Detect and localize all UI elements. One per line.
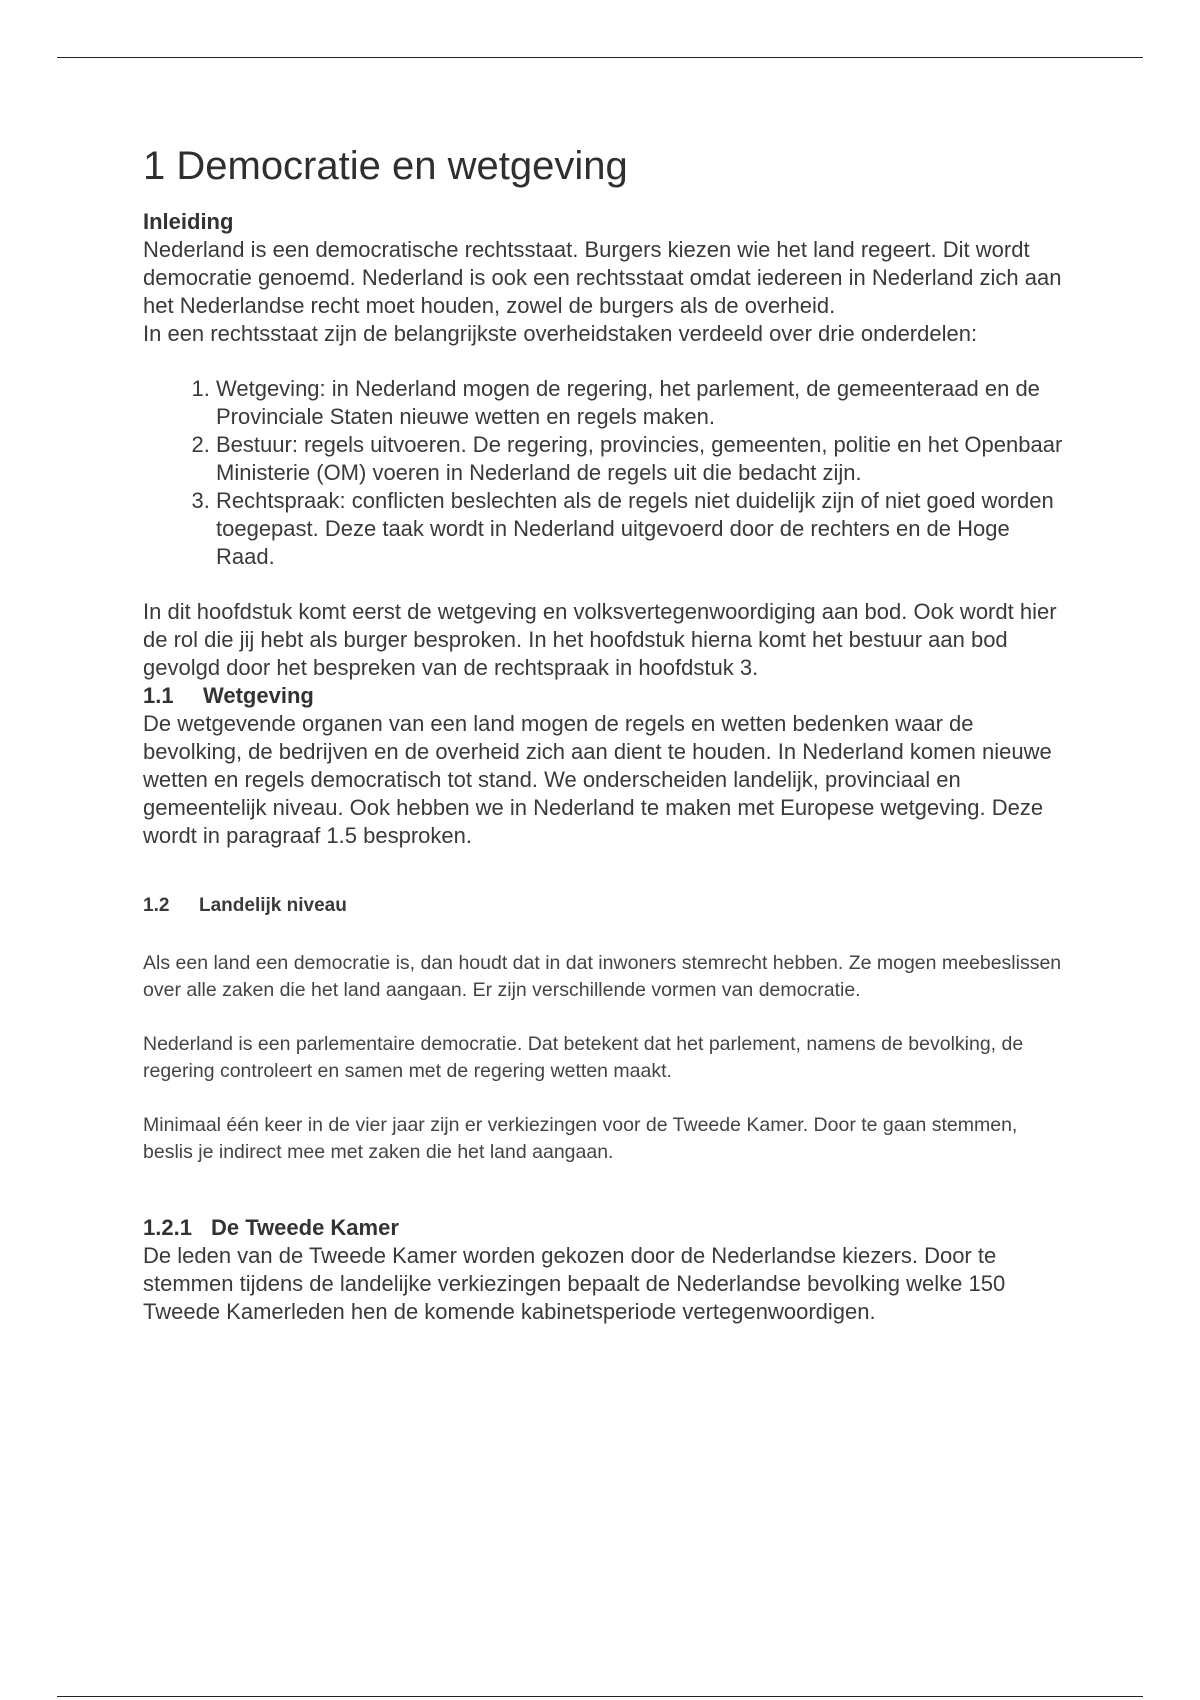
intro-heading: Inleiding xyxy=(143,209,234,234)
section-number: 1.1 xyxy=(143,683,174,708)
section-title: Landelijk niveau xyxy=(199,895,347,916)
document-body xyxy=(143,140,1063,1326)
section-title: Wetgeving xyxy=(203,683,314,708)
section-heading-1-2 xyxy=(143,894,1063,918)
list-item: 1. Wetgeving: in Nederland mogen de regering, het parlement, de gemeenteraad en de Provinciale Staten nieuwe wetten en regels maken. xyxy=(216,375,1063,431)
header-rule xyxy=(57,57,1143,58)
section-heading-1-1 xyxy=(143,682,1063,710)
section-1-2-1-paragraph: De leden van de Tweede Kamer worden gekozen door de Nederlandse kiezers. Door te stemmen tijdens de landelijke verkiezingen bepaalt de Nederlandse bevolking welke 150 Tweede Kamerleden hen de komende kabinetsperiode vertegenwoordigen. xyxy=(143,1243,1006,1324)
footer-rule xyxy=(57,1696,1143,1697)
section-1-2-paragraph-3: Minimaal één keer in de vier jaar zijn er verkiezingen voor de Tweede Kamer. Door te gaan stemmen, beslis je indirect mee met zaken die het land aangaan. xyxy=(143,1114,1018,1163)
intro-paragraph-1: Nederland is een democratische rechtsstaat. Burgers kiezen wie het land regeert. Dit wordt democratie genoemd. Nederland is ook een rechtsstaat omdat iedereen in Nederland zich aan het Nederlandse recht moet houden, zowel de burgers als de overheid. xyxy=(143,237,1062,318)
list-item: 2. Bestuur: regels uitvoeren. De regering, provincies, gemeenten, politie en het Openbaar Ministerie (OM) voeren in Nederland de regels uit die bedacht zijn. xyxy=(216,431,1063,487)
list-item: 3. Rechtspraak: conflicten beslechten als de regels niet duidelijk zijn of niet goed worden toegepast. Deze taak wordt in Nederland uitgevoerd door de rechters en de Hoge Raad. xyxy=(216,487,1063,571)
section-title: De Tweede Kamer xyxy=(211,1215,399,1240)
intro-paragraph-2: In een rechtsstaat zijn de belangrijkste overheidstaken verdeeld over drie onderdelen: xyxy=(143,321,978,346)
section-1-1-paragraph: De wetgevende organen van een land mogen de regels en wetten bedenken waar de bevolking, de bedrijven en de overheid zich aan dient te houden. In Nederland komen nieuwe wetten en regels democratisch tot stand. We onderscheiden landelijk, provinciaal en gemeentelijk niveau. Ook hebben we in Nederland te maken met Europese wetgeving. Deze wordt in paragraaf 1.5 besproken. xyxy=(143,711,1052,848)
section-number: 1.2.1 xyxy=(143,1215,192,1240)
section-heading-1-2-1 xyxy=(143,1214,1063,1242)
government-tasks-list xyxy=(143,375,1063,571)
chapter-title: 1 Democratie en wetgeving xyxy=(143,144,628,188)
section-1-2-paragraph-2: Nederland is een parlementaire democratie. Dat betekent dat het parlement, namens de bevolking, de regering controleert en samen met de regering wetten maakt. xyxy=(143,1033,1024,1082)
section-1-2-paragraph-1: Als een land een democratie is, dan houdt dat in dat inwoners stemrecht hebben. Ze mogen meebeslissen over alle zaken die het land aangaan. Er zijn verschillende vormen van democratie. xyxy=(143,952,1062,1001)
intro-paragraph-3: In dit hoofdstuk komt eerst de wetgeving en volksvertegenwoordiging aan bod. Ook wordt hier de rol die jij hebt als burger besproken. In het hoofdstuk hierna komt het bestuur aan bod gevolgd door het bespreken van de rechtspraak in hoofdstuk 3. xyxy=(143,599,1057,680)
section-number: 1.2 xyxy=(143,895,170,916)
